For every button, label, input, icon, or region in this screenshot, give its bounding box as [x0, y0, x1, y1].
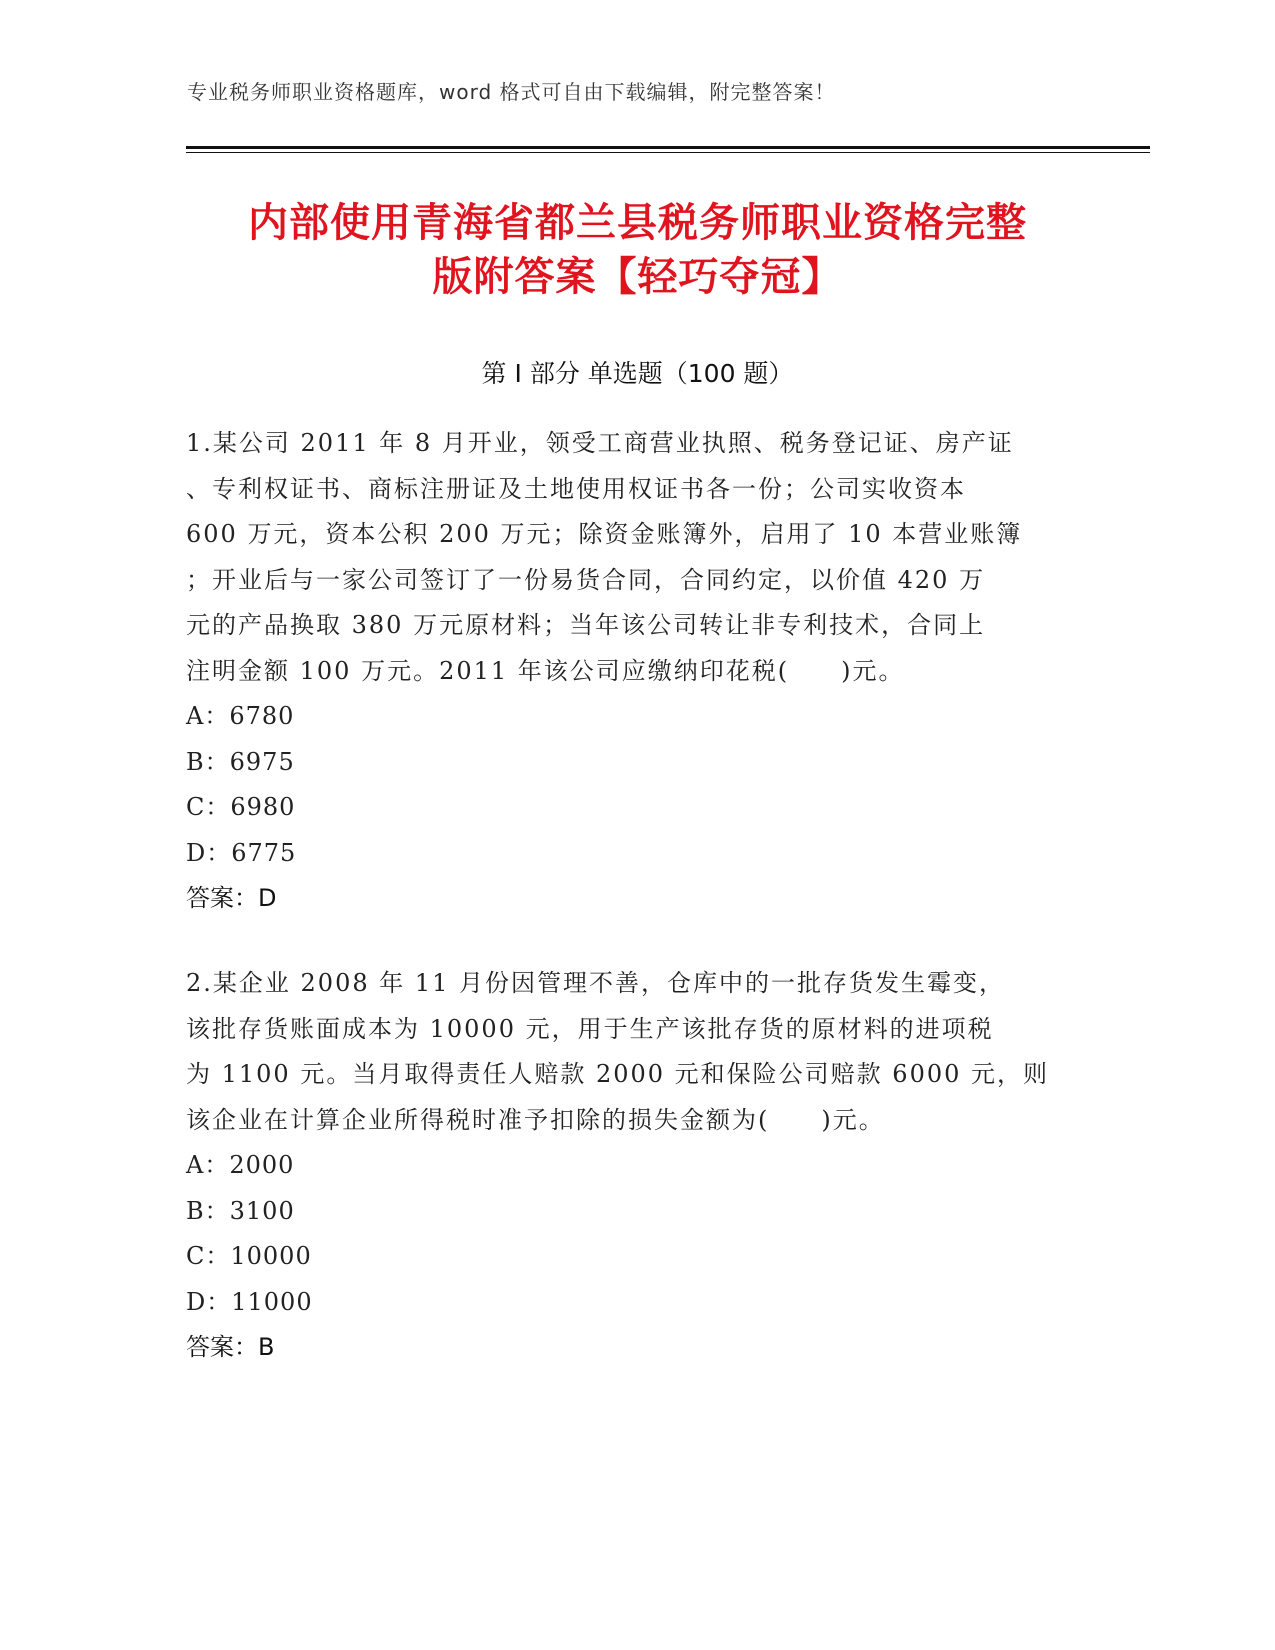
- question-1-stem-line: 元的产品换取 380 万元原材料；当年该公司转让非专利技术，合同上: [186, 611, 986, 639]
- question-1: [186, 421, 1066, 922]
- question-1-option-a: A：6780: [186, 702, 295, 730]
- section-heading: 第 I 部分 单选题（100 题）: [481, 359, 794, 388]
- document-title: [150, 196, 1125, 304]
- question-2-option-c: C：10000: [186, 1242, 312, 1270]
- question-1-stem-line: 1.某公司 2011 年 8 月开业，领受工商营业执照、税务登记证、房产证: [186, 429, 1014, 457]
- question-1-stem-line: ；开业后与一家公司签订了一份易货合同，合同约定，以价值 420 万: [186, 565, 986, 594]
- question-2-stem-line: 为 1100 元。当月取得责任人赔款 2000 元和保险公司赔款 6000 元，则: [186, 1060, 1050, 1088]
- document-title-line-1: 内部使用青海省都兰县税务师职业资格完整: [248, 200, 1027, 246]
- question-2-option-a: A：2000: [186, 1151, 295, 1179]
- question-2-answer: 答案：B: [186, 1333, 275, 1361]
- question-1-option-d: D：6775: [186, 838, 297, 867]
- question-2-option-d: D：11000: [186, 1287, 313, 1316]
- question-1-stem-line: 600 万元，资本公积 200 万元；除资金账簿外，启用了 10 本营业账簿: [186, 520, 1023, 548]
- header-note: 专业税务师职业资格题库，word 格式可自由下载编辑，附完整答案！: [187, 80, 836, 104]
- question-2-stem-line: 该批存货账面成本为 10000 元，用于生产该批存货的原材料的进项税: [186, 1014, 994, 1043]
- question-1-option-c: C：6980: [186, 793, 296, 821]
- question-1-option-b: B：6975: [186, 747, 295, 776]
- header-rule-thick: [186, 146, 1150, 149]
- question-1-stem-line: 注明金额 100 万元。2011 年该公司应缴纳印花税( )元。: [186, 656, 905, 685]
- document-title-line-2: 版附答案【轻巧夺冠】: [432, 254, 843, 300]
- header-rule-thin: [186, 152, 1150, 153]
- question-2-stem-line: 该企业在计算企业所得税时准予扣除的损失金额为( )元。: [186, 1105, 885, 1134]
- question-2-option-b: B：3100: [186, 1196, 295, 1225]
- question-1-stem-line: 、专利权证书、商标注册证及土地使用权证书各一份；公司实收资本: [186, 474, 966, 503]
- question-1-answer: 答案：D: [186, 884, 277, 912]
- question-2: [186, 961, 1066, 1371]
- question-2-stem-line: 2.某企业 2008 年 11 月份因管理不善，仓库中的一批存货发生霉变，: [186, 969, 1006, 997]
